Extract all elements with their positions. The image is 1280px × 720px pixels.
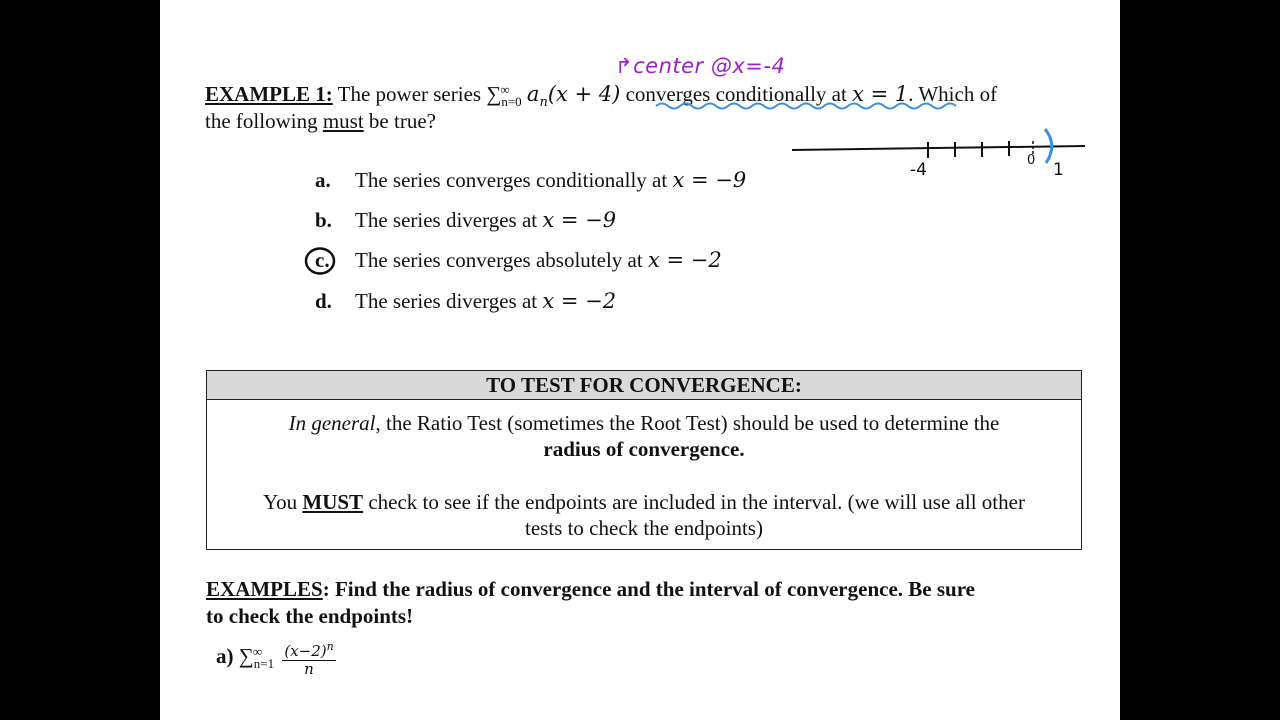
p2-b: check to see if the endpoints are included in the interval. (we will use all other xyxy=(368,490,1025,514)
example-part-a xyxy=(216,638,336,678)
box-title: TO TEST FOR CONVERGENCE: xyxy=(207,371,1081,400)
choice-c-letter: c. xyxy=(315,248,330,272)
series-sub: n xyxy=(539,95,548,111)
p2-a: You xyxy=(263,490,298,514)
convergence-test-box xyxy=(206,370,1082,550)
sum-lower: n=0 xyxy=(501,94,522,110)
choice-a-text: The series converges conditionally at xyxy=(355,168,668,192)
wavy-underline xyxy=(654,100,964,112)
line2-must: must xyxy=(322,109,364,133)
choice-d-text: The series diverges at xyxy=(355,289,538,313)
choice-b-math: x = −9 xyxy=(542,208,617,232)
fraction-numerator xyxy=(282,638,335,661)
choice-c xyxy=(315,247,722,273)
examples-colon: : xyxy=(322,577,330,601)
numberline-label-zero: 0 xyxy=(1027,153,1036,168)
examples-line1 xyxy=(206,576,975,602)
series-term xyxy=(526,82,621,111)
choice-a-math: x = −9 xyxy=(672,168,747,192)
sum-symbol: $\sum_{n=0}$ ∞ xyxy=(486,81,521,115)
part-a-sum: $\sum_{n=1}$ ∞ xyxy=(239,643,274,677)
choice-d xyxy=(315,288,616,314)
p1-bold: radius of convergence. xyxy=(543,437,745,461)
center-annotation xyxy=(615,54,785,78)
choice-a-letter: a. xyxy=(315,168,331,192)
examples-line2: to check the endpoints! xyxy=(206,604,414,628)
series-a: a xyxy=(526,82,540,106)
box-paragraph-1 xyxy=(207,410,1081,436)
numberline-label-one: 1 xyxy=(1053,160,1064,180)
box-paragraph-2 xyxy=(207,489,1081,515)
choice-b-text: The series diverges at xyxy=(355,208,538,232)
fraction-denominator: n xyxy=(304,660,314,678)
line2-a: the following xyxy=(205,109,318,133)
line2-b: be true? xyxy=(368,109,436,133)
example1-line2 xyxy=(205,108,436,134)
part-a-label: a) xyxy=(216,643,234,668)
p1-rest: , the Ratio Test (sometimes the Root Test) should be used to determine the xyxy=(375,411,1000,435)
choice-c-text: The series converges absolutely at xyxy=(355,248,643,272)
sum-upper: ∞ xyxy=(500,82,510,97)
numerator-text: (x−2) xyxy=(284,642,327,660)
numberline-label-neg4: -4 xyxy=(910,160,927,180)
examples-label: EXAMPLES xyxy=(206,577,323,601)
annotation-arrow: ↱ xyxy=(615,54,634,78)
choice-a xyxy=(315,167,746,193)
choice-b-letter: b. xyxy=(315,208,332,232)
number-line-sketch xyxy=(790,125,1090,185)
examples-instruction: Find the radius of convergence and the interval of convergence. Be sure xyxy=(334,577,975,601)
example1-after: . Which of xyxy=(908,82,998,106)
choice-d-math: x = −2 xyxy=(542,289,617,313)
choice-d-letter: d. xyxy=(315,289,332,313)
example1-label: EXAMPLE 1: xyxy=(205,82,333,106)
example1-condition: x = 1 xyxy=(852,82,909,106)
part-a-sum-upper: ∞ xyxy=(252,643,263,659)
p1-italic: In general xyxy=(288,411,376,435)
answer-circle xyxy=(303,245,337,277)
part-a-sum-lower: n=1 xyxy=(253,656,275,671)
example1-phrase: converges conditionally at xyxy=(625,82,847,106)
series-tail: (x + 4) xyxy=(547,82,621,106)
example1-intro: The power series xyxy=(337,82,482,106)
document-page xyxy=(160,0,1120,720)
center-note-text: center @x=-4 xyxy=(633,54,786,78)
p2-c: tests to check the endpoints) xyxy=(525,516,763,540)
part-a-fraction xyxy=(282,638,335,678)
p2-must: MUST xyxy=(302,490,364,514)
box-body xyxy=(207,400,1081,541)
choice-c-math: x = −2 xyxy=(647,248,722,272)
choice-b xyxy=(315,207,616,233)
numerator-exponent: n xyxy=(326,640,334,653)
